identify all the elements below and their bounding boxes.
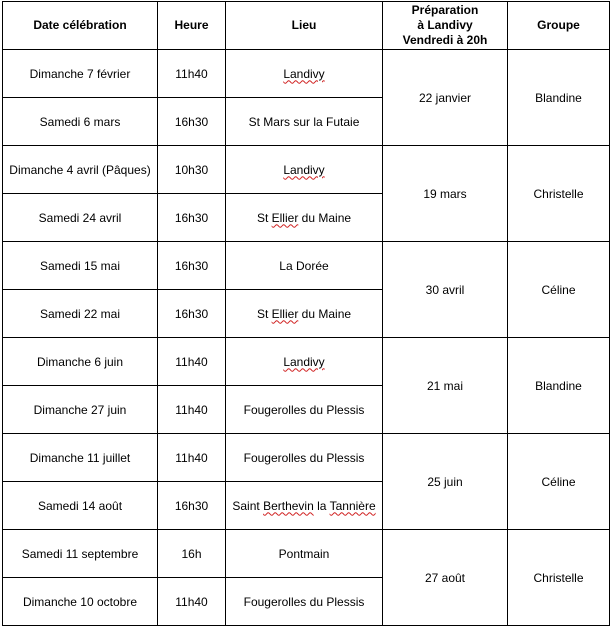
header-prep-line2: à Landivy [417, 18, 473, 32]
cell-time: 16h30 [158, 98, 226, 146]
cell-place: St Ellier du Maine [226, 290, 383, 338]
cell-place: Saint Berthevin la Tannière [226, 482, 383, 530]
cell-place: Landivy [226, 338, 383, 386]
cell-time: 11h40 [158, 578, 226, 626]
cell-preparation: 30 avril [383, 242, 508, 338]
cell-date: Samedi 14 août [3, 482, 158, 530]
header-row [3, 2, 610, 50]
cell-time: 16h30 [158, 242, 226, 290]
cell-date: Dimanche 4 avril (Pâques) [3, 146, 158, 194]
cell-place: La Dorée [226, 242, 383, 290]
cell-time: 16h30 [158, 482, 226, 530]
cell-preparation: 27 août [383, 530, 508, 626]
cell-group: Christelle [508, 146, 610, 242]
cell-date: Samedi 15 mai [3, 242, 158, 290]
cell-group: Blandine [508, 50, 610, 146]
cell-date: Samedi 6 mars [3, 98, 158, 146]
cell-date: Samedi 24 avril [3, 194, 158, 242]
cell-group: Blandine [508, 338, 610, 434]
table-row [3, 50, 610, 98]
header-prep-line1: Préparation [411, 3, 479, 17]
table-row [3, 434, 610, 482]
cell-place: Pontmain [226, 530, 383, 578]
cell-preparation: 19 mars [383, 146, 508, 242]
cell-place: Fougerolles du Plessis [226, 434, 383, 482]
cell-date: Dimanche 27 juin [3, 386, 158, 434]
cell-group: Céline [508, 434, 610, 530]
header-time: Heure [158, 2, 226, 50]
cell-time: 11h40 [158, 50, 226, 98]
cell-time: 11h40 [158, 434, 226, 482]
cell-time: 16h30 [158, 194, 226, 242]
celebration-schedule-table [2, 1, 610, 626]
cell-date: Dimanche 7 février [3, 50, 158, 98]
cell-date: Dimanche 10 octobre [3, 578, 158, 626]
cell-place: St Ellier du Maine [226, 194, 383, 242]
cell-preparation: 21 mai [383, 338, 508, 434]
cell-time: 11h40 [158, 338, 226, 386]
table-row [3, 146, 610, 194]
header-date: Date célébration [3, 2, 158, 50]
cell-group: Christelle [508, 530, 610, 626]
cell-date: Dimanche 11 juillet [3, 434, 158, 482]
cell-preparation: 25 juin [383, 434, 508, 530]
header-preparation [383, 2, 508, 50]
cell-date: Dimanche 6 juin [3, 338, 158, 386]
cell-time: 16h [158, 530, 226, 578]
cell-place: Fougerolles du Plessis [226, 578, 383, 626]
cell-group: Céline [508, 242, 610, 338]
cell-date: Samedi 22 mai [3, 290, 158, 338]
cell-place: Fougerolles du Plessis [226, 386, 383, 434]
header-prep-line3: Vendredi à 20h [402, 33, 488, 47]
cell-time: 11h40 [158, 386, 226, 434]
cell-place: Landivy [226, 50, 383, 98]
table-row [3, 530, 610, 578]
table-row [3, 242, 610, 290]
cell-place: Landivy [226, 146, 383, 194]
cell-preparation: 22 janvier [383, 50, 508, 146]
cell-time: 10h30 [158, 146, 226, 194]
header-group: Groupe [508, 2, 610, 50]
cell-date: Samedi 11 septembre [3, 530, 158, 578]
cell-time: 16h30 [158, 290, 226, 338]
header-place: Lieu [226, 2, 383, 50]
cell-place: St Mars sur la Futaie [226, 98, 383, 146]
table-row [3, 338, 610, 386]
